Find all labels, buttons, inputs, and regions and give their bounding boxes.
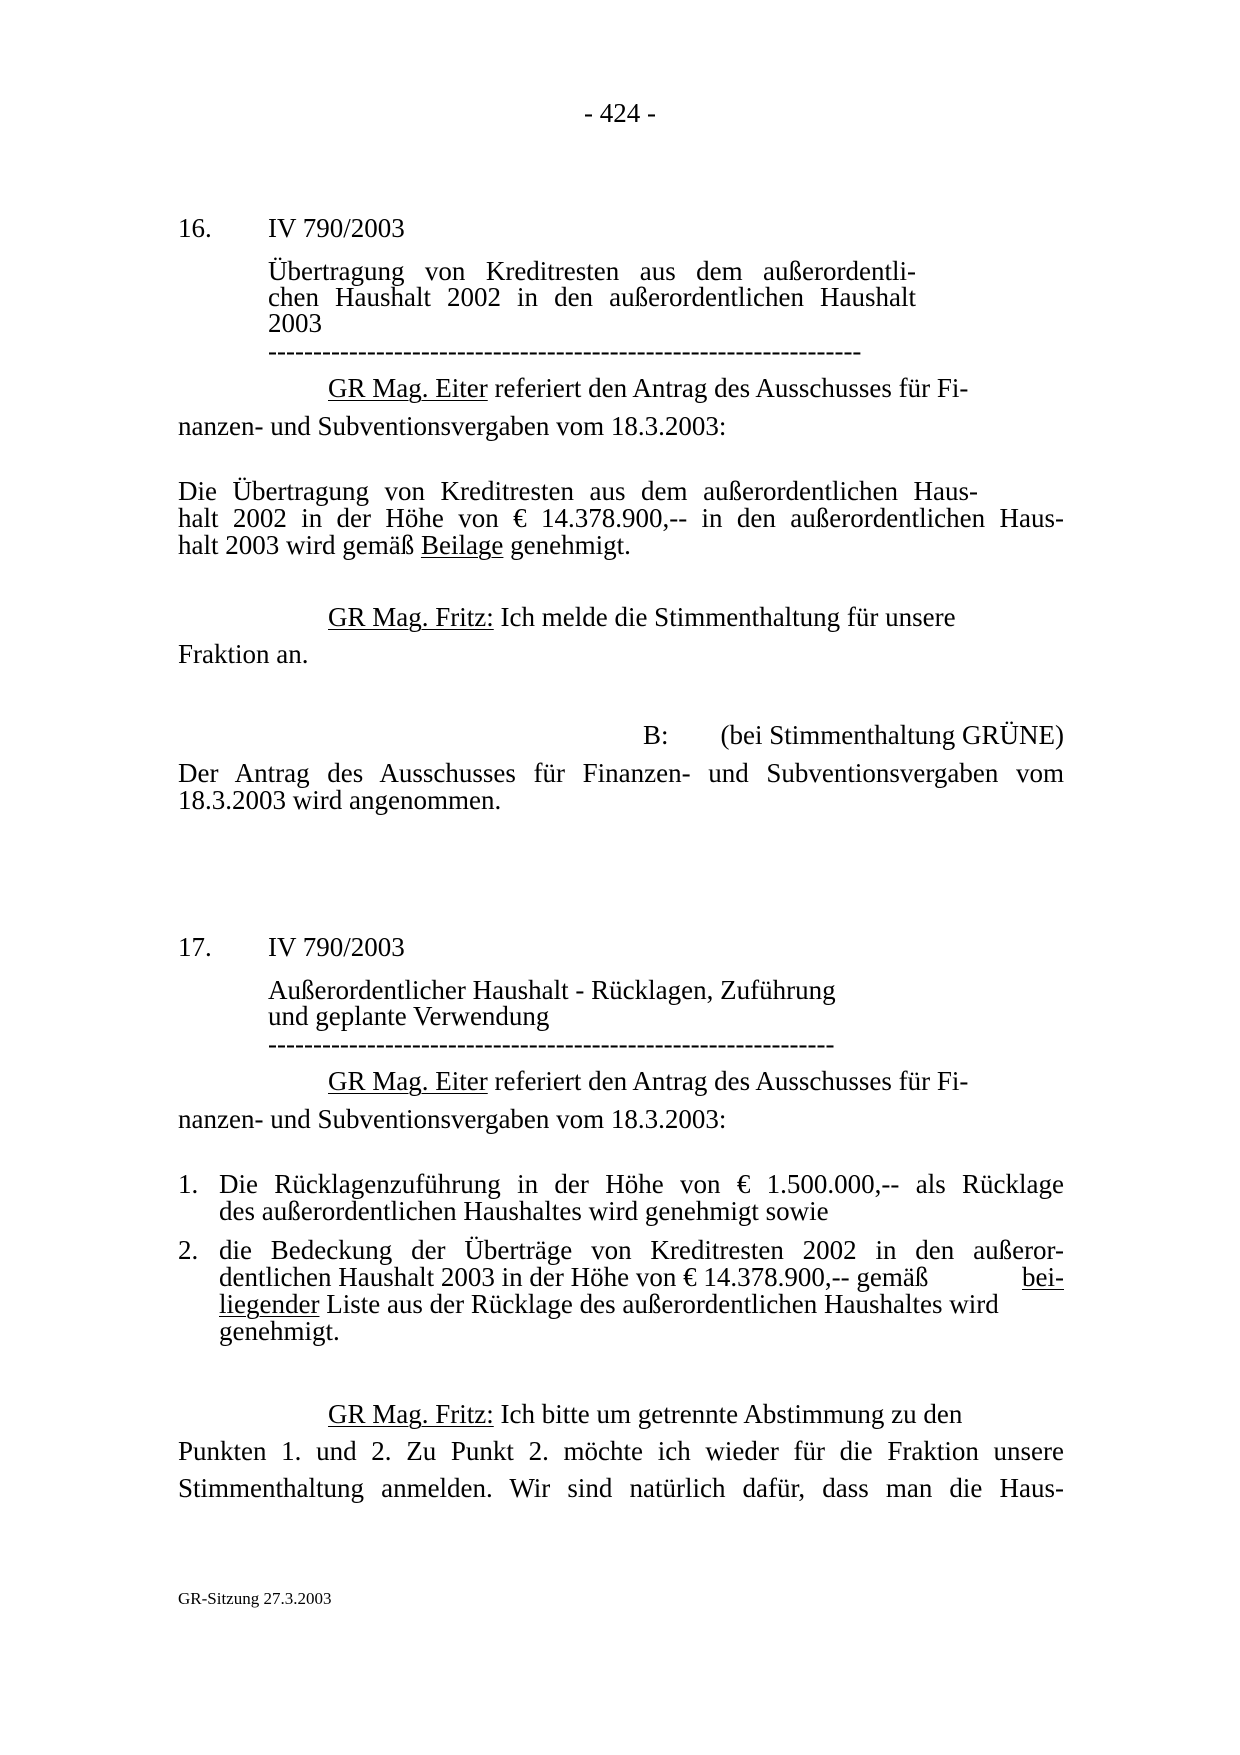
item17-speaker2-line-2: Punkten 1. und 2. Zu Punkt 2. möchte ich wieder für die Fraktion unsere <box>178 1436 1064 1466</box>
list-item-1-line-1: Die Rücklagenzuführung in der Höhe von € 1.500.000,-- als Rücklage <box>219 1169 1064 1199</box>
list-item-1-line-2: des außerordentlichen Haushaltes wird genehmigt sowie <box>219 1196 829 1226</box>
speaker-name-fritz: GR Mag. Fritz: <box>328 1399 494 1429</box>
item16-vote-label: B: <box>643 720 669 750</box>
item17-speaker1-cont: nanzen- und Subventionsvergaben vom 18.3.2003: <box>178 1104 727 1134</box>
resolution-text-end: genehmigt. <box>503 530 631 560</box>
item16-title-line-3: 2003 <box>268 308 322 338</box>
item17-title-line-1: Außerordentlicher Haushalt - Rücklagen, Zuführung <box>268 975 836 1005</box>
item17-title-line-2: und geplante Verwendung <box>268 1001 550 1031</box>
speaker-name-eiter: GR Mag. Eiter <box>328 1066 488 1096</box>
item17-speaker1-line <box>328 1068 968 1095</box>
item16-speaker2-line <box>328 604 956 631</box>
speaker2-text: Ich melde die Stimmenthaltung für unsere <box>493 602 956 632</box>
item17-speaker2-line-3: Stimmenthaltung anmelden. Wir sind natürlich dafür, dass man die Haus- <box>178 1473 1064 1503</box>
speaker-name-eiter: GR Mag. Eiter <box>328 373 488 403</box>
speaker1-text: referiert den Antrag des Ausschusses für Fi- <box>487 373 969 403</box>
item16-speaker2-cont: Fraktion an. <box>178 639 309 669</box>
list-item-2-line-2 <box>219 1264 1064 1291</box>
list-item-2-line-3 <box>219 1291 999 1318</box>
item16-reference: IV 790/2003 <box>268 213 405 243</box>
list-item-1-marker: 1. <box>178 1169 199 1199</box>
list-item-2-line-3-text: Liste aus der Rücklage des außerordentlichen Haushaltes wird <box>319 1289 999 1319</box>
list-item-2-marker: 2. <box>178 1235 199 1265</box>
item16-vote-text: (bei Stimmenthaltung GRÜNE) <box>720 720 1064 750</box>
item17-speaker2-line <box>328 1401 962 1428</box>
page-number: - 424 - <box>584 98 656 128</box>
resolution-text: halt 2003 wird gemäß <box>178 530 421 560</box>
beiliegender-link-part1: bei- <box>1022 1262 1064 1292</box>
item16-resolution-line-1: Die Übertragung von Kreditresten aus dem außerordentlichen Haus- <box>178 476 978 506</box>
item17-number: 17. <box>178 932 212 962</box>
item16-decision-line-1: Der Antrag des Ausschusses für Finanzen- und Subventionsvergaben vom <box>178 758 1064 788</box>
item16-decision-line-2: 18.3.2003 wird angenommen. <box>178 785 502 815</box>
beilage-link: Beilage <box>420 530 504 560</box>
speaker1-text: referiert den Antrag des Ausschusses für Fi- <box>487 1066 969 1096</box>
item16-speaker1-line <box>328 375 968 402</box>
item16-speaker1-cont: nanzen- und Subventionsvergaben vom 18.3.2003: <box>178 411 727 441</box>
item17-separator: --------------------------------------------------------------- <box>268 1031 835 1058</box>
list-item-2-line-2-text: dentlichen Haushalt 2003 in der Höhe von € 14.378.900,-- gemäß <box>219 1262 936 1292</box>
item17-reference: IV 790/2003 <box>268 932 405 962</box>
speaker-name-fritz: GR Mag. Fritz: <box>328 602 494 632</box>
item16-title-line-2: chen Haushalt 2002 in den außerordentlichen Haushalt <box>268 282 916 312</box>
footer: GR-Sitzung 27.3.2003 <box>178 1589 332 1608</box>
beiliegender-link-part2: liegender <box>219 1289 320 1319</box>
list-item-2-line-1: die Bedeckung der Überträge von Kreditresten 2002 in den außeror- <box>219 1235 1064 1265</box>
item16-title-line-1: Übertragung von Kreditresten aus dem außerordentli- <box>268 256 916 286</box>
item16-separator: ------------------------------------------------------------------ <box>268 338 862 365</box>
speaker2-text: Ich bitte um getrennte Abstimmung zu den <box>493 1399 963 1429</box>
item16-resolution-line-3 <box>178 532 631 559</box>
item16-resolution-line-2: halt 2002 in der Höhe von € 14.378.900,-- in den außerordentlichen Haus- <box>178 503 1064 533</box>
item16-number: 16. <box>178 213 212 243</box>
list-item-2-line-4: genehmigt. <box>219 1316 340 1346</box>
